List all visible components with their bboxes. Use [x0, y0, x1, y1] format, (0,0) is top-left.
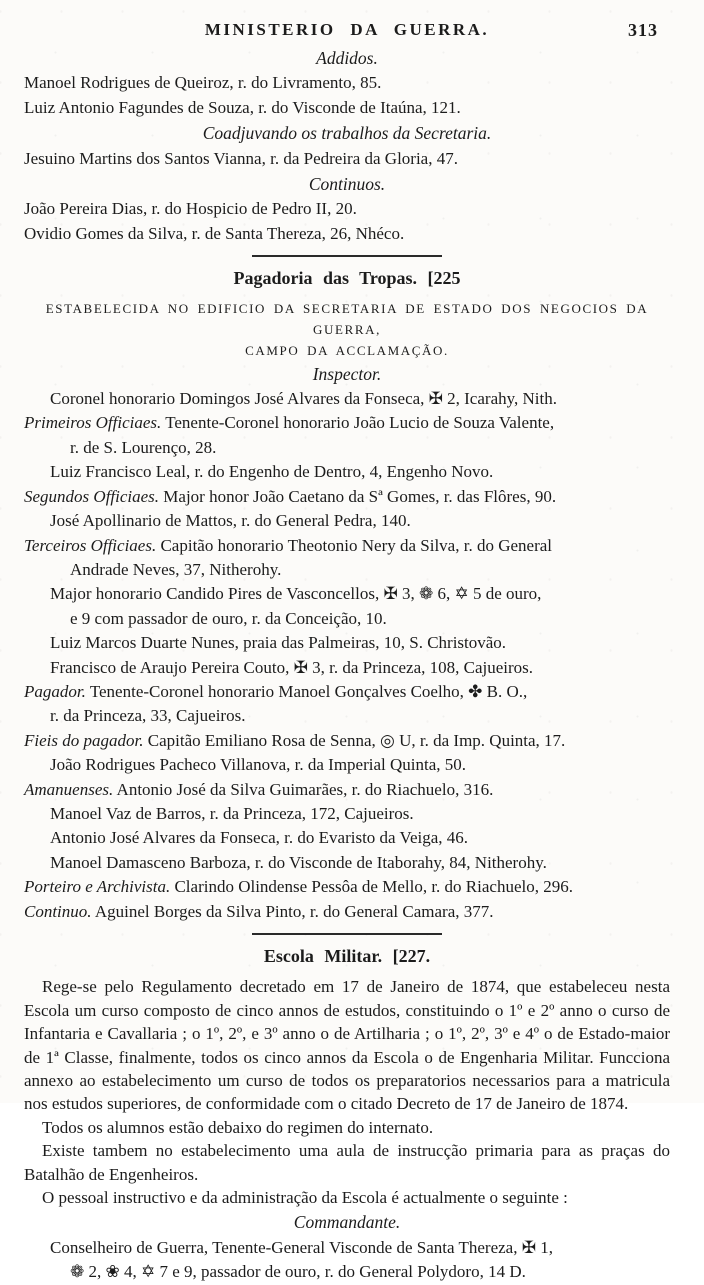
section-divider: [252, 255, 442, 257]
section-heading: Pagadoria das Tropas. [225: [233, 268, 461, 289]
role-label: Segundos Officiaes.: [24, 486, 160, 506]
entry-line: Antonio José Alvares da Fonseca, r. do Evaristo da Veiga, 46.: [50, 828, 469, 848]
document-body: [24, 46, 670, 1285]
entry-line: r. da Princeza, 33, Cajueiros.: [50, 706, 246, 726]
entry-line: ❁ 2, ❀ 4, ✡ 7 e 9, passador de ouro, r. do General Polydoro, 14 D.: [70, 1262, 526, 1282]
entry-line: Manoel Rodrigues de Queiroz, r. do Livramento, 85.: [24, 73, 382, 93]
entry-line: [24, 411, 670, 435]
section-heading-italic: Commandante.: [293, 1212, 401, 1233]
entry-line: e 9 com passador de ouro, r. da Conceição, 10.: [70, 608, 387, 628]
role-label: Porteiro e Archivista.: [24, 877, 171, 897]
entry-text: Major honor João Caetano da Sª Gomes, r. das Flôres, 90.: [159, 486, 557, 506]
entry-line: Conselheiro de Guerra, Tenente-General Visconde de Santa Thereza, ✠ 1,: [50, 1237, 553, 1257]
entry-line: [24, 534, 670, 558]
section-subtitle: CAMPO DA ACCLAMAÇÃO.: [245, 342, 449, 358]
entry-line: Luiz Antonio Fagundes de Souza, r. do Visconde de Itaúna, 121.: [24, 97, 461, 117]
entry-line: João Rodrigues Pacheco Villanova, r. da Imperial Quinta, 50.: [50, 755, 467, 775]
role-label: Pagador.: [24, 681, 86, 701]
section-divider: [252, 933, 442, 935]
entry-line: [24, 900, 670, 924]
role-label: Fieis do pagador.: [24, 730, 144, 750]
section-heading-italic: Coadjuvando os trabalhos da Secretaria.: [202, 123, 492, 144]
entry-line: Luiz Francisco Leal, r. do Engenho de Dentro, 4, Engenho Novo.: [50, 462, 494, 482]
entry-text: Aguinel Borges da Silva Pinto, r. do General Camara, 377.: [91, 901, 494, 921]
section-subtitle: ESTABELECIDA NO EDIFICIO DA SECRETARIA DE ESTADO DOS NEGOCIOS DA GUERRA,: [45, 300, 649, 337]
masthead: [24, 20, 670, 40]
entry-line: [24, 680, 670, 704]
entry-text: Antonio José da Silva Guimarães, r. do Riachuelo, 316.: [113, 779, 494, 799]
entry-line: r. de S. Lourenço, 28.: [70, 437, 217, 457]
entry-line: Ovidio Gomes da Silva, r. de Santa Thereza, 26, Nhéco.: [24, 223, 405, 243]
paragraph: Rege-se pelo Regulamento decretado em 17 de Janeiro de 1874, que estabeleceu nesta Escola um curso composto de cinco annos de estudos, constituindo o 1º e 2º anno o curso de Infantaria e Cavallaria ; o 1º, 2º, e 3º anno o de Artilharia ; o 1º, 2º, 3º e 4º o de Estado-maior de 1ª Classe, finalmente, todos os cinco annos da Escola o de Engenharia Militar. Funcciona annexo ao estabelecimento um curso de todos os preparatorios necessarios para a matricula nos estudos superiores, de conformidade com o citado Decreto de 17 de Janeiro de 1874.: [24, 977, 670, 1114]
section-heading-italic: Continuos.: [308, 174, 386, 195]
entry-line: Andrade Neves, 37, Nitherohy.: [70, 559, 282, 579]
entry-text: Tenente-Coronel honorario Manoel Gonçalves Coelho, ✤ B. O.,: [85, 681, 528, 701]
role-label: Continuo.: [24, 901, 92, 921]
role-label: Amanuenses.: [24, 779, 114, 799]
entry-line: [24, 875, 670, 899]
page-title: MINISTERIO DA GUERRA.: [204, 20, 490, 39]
section-heading-italic: Addidos.: [316, 48, 378, 68]
entry-line: [24, 729, 670, 753]
entry-line: José Apollinario de Mattos, r. do General Pedra, 140.: [50, 511, 411, 531]
role-label: Terceiros Officiaes.: [24, 535, 157, 555]
entry-text: Tenente-Coronel honorario João Lucio de Souza Valente,: [161, 413, 555, 433]
section-heading-italic: Inspector.: [312, 363, 382, 384]
page-number: 313: [628, 20, 658, 40]
entry-line: Manoel Vaz de Barros, r. da Princeza, 172, Cajueiros.: [50, 803, 414, 823]
entry-line: Jesuino Martins dos Santos Vianna, r. da Pedreira da Gloria, 47.: [24, 148, 458, 168]
entry-text: Clarindo Olindense Pessôa de Mello, r. do Riachuelo, 296.: [170, 877, 573, 897]
entry-line: Luiz Marcos Duarte Nunes, praia das Palmeiras, 10, S. Christovão.: [50, 633, 507, 653]
paragraph: Todos os alumnos estão debaixo do regimen do internato.: [42, 1117, 434, 1137]
entry-line: Manoel Damasceno Barboza, r. do Visconde de Itaborahy, 84, Nitherohy.: [50, 852, 547, 872]
entry-line: Major honorario Candido Pires de Vasconcellos, ✠ 3, ❁ 6, ✡ 5 de ouro,: [50, 584, 542, 604]
paragraph: Existe tambem no estabelecimento uma aula de instrucção primaria para as praças do Batalhão de Engenheiros.: [24, 1141, 670, 1184]
entry-line: [24, 485, 670, 509]
entry-line: Coronel honorario Domingos José Alvares da Fonseca, ✠ 2, Icarahy, Nith.: [50, 389, 557, 409]
entry-line: João Pereira Dias, r. do Hospicio de Pedro II, 20.: [24, 199, 357, 219]
entry-text: Capitão honorario Theotonio Nery da Silva, r. do General: [156, 535, 552, 555]
entry-line: [24, 778, 670, 802]
role-label: Primeiros Officiaes.: [24, 413, 162, 433]
entry-line: Francisco de Araujo Pereira Couto, ✠ 3, r. da Princeza, 108, Cajueiros.: [50, 657, 534, 677]
paragraph: O pessoal instructivo e da administração da Escola é actualmente o seguinte :: [42, 1188, 568, 1208]
entry-text: Capitão Emiliano Rosa de Senna, ◎ U, r. da Imp. Quinta, 17.: [143, 730, 566, 750]
section-heading: Escola Militar. [227.: [263, 946, 431, 966]
